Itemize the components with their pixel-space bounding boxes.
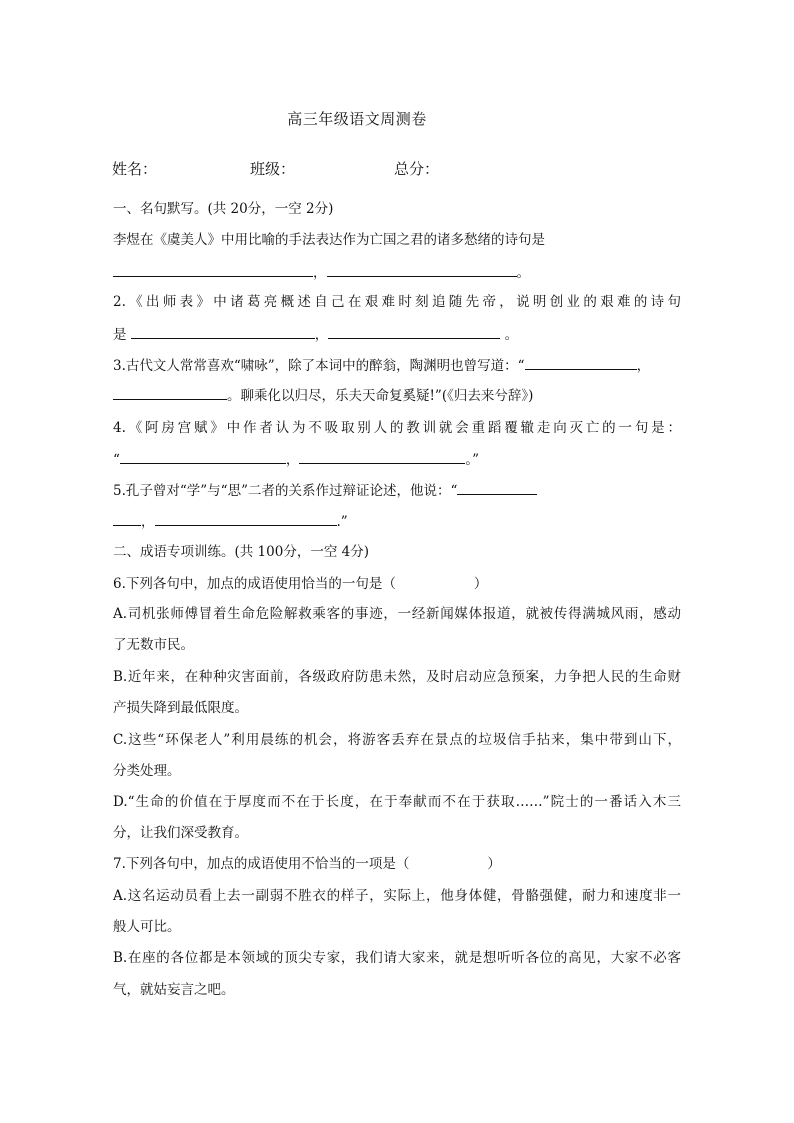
q5-answer-line: ， .” <box>113 511 681 532</box>
q6-option-a-line2: 了无数市民。 <box>113 637 194 653</box>
q6-option-d-line2: 分，让我们深受教育。 <box>113 825 248 841</box>
q4-answer-line: “ ， 。” <box>113 449 681 470</box>
student-info-row <box>112 158 712 180</box>
q7-option-b-line2: 气，就姑妄言之吧。 <box>113 982 235 998</box>
q5-line1: 5.孔子曾对“学”与“思”二者的关系作过辩证论述，他说：“ <box>113 480 681 501</box>
q3-line2: 。聊乘化以归尽，乐夫天命复奚疑!”(《归去来兮辞》) <box>113 385 681 406</box>
section2-heading: 二、成语专项训练。(共 100分，一空 4分) <box>113 544 369 560</box>
answer-blank[interactable] <box>525 355 637 370</box>
answer-blank[interactable] <box>155 511 337 526</box>
q6-option-a-line1: A.司机张师傅冒着生命危险解救乘客的事迹，一经新闻媒体报道，就被传得满城风雨，感动 <box>113 606 681 622</box>
q3-line1: 3.古代文人常常喜欢“啸咏”，除了本词中的醉翁，陶渊明也曾写道：“ ， <box>113 355 681 376</box>
answer-blank[interactable] <box>113 385 227 400</box>
q7-option-b-line1: B.在座的各位都是本领域的顶尖专家，我们请大家来，就是想听听各位的高见，大家不必客 <box>113 950 681 966</box>
section1-heading: 一、名句默写。(共 20分，一空 2分) <box>113 201 334 217</box>
q6-option-d-line1: D.“生命的价值在于厚度而不在于长度，在于奉献而不在于获取……”院士的一番话入木三 <box>113 794 681 810</box>
answer-blank[interactable] <box>131 324 315 339</box>
q6-option-c-line2: 分类处理。 <box>113 763 181 779</box>
answer-blank[interactable] <box>299 449 465 464</box>
q7-option-a-line2: 般人可比。 <box>113 919 181 935</box>
answer-blank[interactable] <box>327 262 517 277</box>
answer-blank[interactable] <box>328 324 500 339</box>
name-label: 姓名： <box>112 160 158 178</box>
answer-blank[interactable] <box>113 511 141 526</box>
q7-stem: 7.下列各句中，加点的成语使用不恰当的一项是（ ） <box>113 856 501 872</box>
q1-text: 李煜在《虞美人》中用比喻的手法表达作为亡国之君的诸多愁绪的诗句是 <box>113 232 545 248</box>
answer-blank[interactable] <box>457 480 537 495</box>
q2-line1: 2.《出师表》中诸葛亮概述自己在艰难时刻追随先帝，说明创业的艰难的诗句 <box>113 294 681 310</box>
answer-blank[interactable] <box>113 262 313 277</box>
score-label: 总分： <box>394 160 440 178</box>
q6-stem: 6.下列各句中，加点的成语使用恰当的一句是（ ） <box>113 576 488 592</box>
class-label: 班级： <box>250 160 296 178</box>
exam-title: 高三年级语文周测卷 <box>287 110 427 128</box>
answer-blank[interactable] <box>120 449 286 464</box>
q2-answer-line: 是 ， 。 <box>113 324 681 345</box>
q6-option-c-line1: C.这些“环保老人”利用晨练的机会，将游客丢弃在景点的垃圾信手拈来，集中带到山下， <box>113 732 681 748</box>
q4-line1: 4.《阿房宫赋》中作者认为不吸取别人的教训就会重蹈覆辙走向灭亡的一句是： <box>113 420 681 436</box>
q1-answer-line: ， 。 <box>113 262 681 283</box>
q7-option-a-line1: A.这名运动员看上去一副弱不胜衣的样子，实际上，他身体健，骨骼强健，耐力和速度非一 <box>113 888 681 904</box>
q6-option-b-line2: 产损失降到最低限度。 <box>113 700 248 716</box>
q6-option-b-line1: B.近年来，在种种灾害面前，各级政府防患未然，及时启动应急预案，力争把人民的生命财 <box>113 669 681 685</box>
